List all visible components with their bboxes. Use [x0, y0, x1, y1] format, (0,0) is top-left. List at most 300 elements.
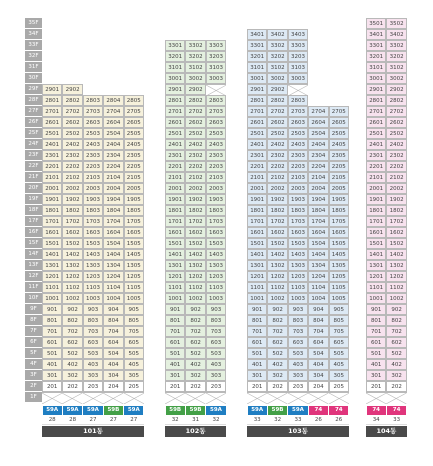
- unit-cell[interactable]: 3502: [386, 18, 406, 29]
- unit-cell[interactable]: 2302: [267, 150, 287, 161]
- unit-cell[interactable]: 2303: [83, 150, 103, 161]
- unit-cell[interactable]: 805: [124, 315, 144, 326]
- unit-cell[interactable]: 202: [185, 381, 205, 392]
- unit-cell[interactable]: 2605: [329, 117, 349, 128]
- unit-cell[interactable]: 1601: [42, 227, 62, 238]
- unit-cell[interactable]: 401: [247, 359, 267, 370]
- unit-cell[interactable]: 1503: [206, 238, 226, 249]
- unit-cell[interactable]: 1901: [366, 194, 386, 205]
- unit-cell[interactable]: 803: [83, 315, 103, 326]
- unit-cell[interactable]: 2505: [124, 128, 144, 139]
- unit-cell[interactable]: 1702: [267, 216, 287, 227]
- unit-cell[interactable]: 1802: [267, 205, 287, 216]
- unit-cell[interactable]: 2105: [329, 172, 349, 183]
- unit-cell[interactable]: 3401: [366, 29, 386, 40]
- unit-cell[interactable]: 1003: [206, 293, 226, 304]
- unit-cell[interactable]: 501: [42, 348, 62, 359]
- unit-cell[interactable]: 1502: [267, 238, 287, 249]
- unit-cell[interactable]: 601: [42, 337, 62, 348]
- unit-cell[interactable]: 2404: [103, 139, 123, 150]
- unit-cell[interactable]: 3302: [386, 40, 406, 51]
- unit-cell[interactable]: 703: [83, 326, 103, 337]
- unit-cell[interactable]: 1602: [267, 227, 287, 238]
- unit-cell[interactable]: 2601: [366, 117, 386, 128]
- unit-cell[interactable]: 1602: [386, 227, 406, 238]
- unit-cell[interactable]: 602: [62, 337, 82, 348]
- unit-cell[interactable]: 701: [366, 326, 386, 337]
- unit-cell[interactable]: 1002: [386, 293, 406, 304]
- unit-cell[interactable]: 805: [329, 315, 349, 326]
- unit-cell[interactable]: 1002: [185, 293, 205, 304]
- unit-cell[interactable]: 1704: [308, 216, 328, 227]
- unit-cell[interactable]: 2204: [103, 161, 123, 172]
- unit-cell[interactable]: 2801: [165, 95, 185, 106]
- unit-cell[interactable]: 503: [83, 348, 103, 359]
- unit-cell[interactable]: 902: [267, 304, 287, 315]
- unit-cell[interactable]: 1303: [288, 260, 308, 271]
- unit-cell[interactable]: 1702: [62, 216, 82, 227]
- unit-cell[interactable]: 3002: [185, 73, 205, 84]
- unit-cell[interactable]: 3202: [267, 51, 287, 62]
- unit-cell[interactable]: 3103: [206, 62, 226, 73]
- unit-cell[interactable]: 701: [165, 326, 185, 337]
- unit-cell[interactable]: 801: [42, 315, 62, 326]
- unit-cell[interactable]: 1805: [124, 205, 144, 216]
- unit-cell[interactable]: 802: [185, 315, 205, 326]
- unit-cell[interactable]: 1303: [206, 260, 226, 271]
- unit-cell[interactable]: 2602: [386, 117, 406, 128]
- unit-cell[interactable]: 1804: [308, 205, 328, 216]
- unit-cell[interactable]: 1301: [165, 260, 185, 271]
- unit-cell[interactable]: 2503: [206, 128, 226, 139]
- unit-cell[interactable]: 2703: [288, 106, 308, 117]
- unit-cell[interactable]: 1101: [42, 282, 62, 293]
- unit-cell[interactable]: 704: [103, 326, 123, 337]
- unit-cell[interactable]: 2701: [366, 106, 386, 117]
- unit-cell[interactable]: 1403: [206, 249, 226, 260]
- unit-cell[interactable]: 903: [288, 304, 308, 315]
- unit-cell[interactable]: 402: [267, 359, 287, 370]
- unit-cell[interactable]: 1102: [185, 282, 205, 293]
- unit-cell[interactable]: 702: [267, 326, 287, 337]
- unit-cell[interactable]: 1002: [267, 293, 287, 304]
- unit-cell[interactable]: 1202: [386, 271, 406, 282]
- unit-cell[interactable]: 2501: [247, 128, 267, 139]
- unit-cell[interactable]: 2201: [42, 161, 62, 172]
- unit-cell[interactable]: 1405: [329, 249, 349, 260]
- unit-cell[interactable]: 403: [83, 359, 103, 370]
- unit-cell[interactable]: 1905: [124, 194, 144, 205]
- unit-cell[interactable]: 1504: [308, 238, 328, 249]
- unit-cell[interactable]: 2001: [366, 183, 386, 194]
- unit-cell[interactable]: 1201: [247, 271, 267, 282]
- unit-cell[interactable]: 802: [267, 315, 287, 326]
- unit-cell[interactable]: 1002: [62, 293, 82, 304]
- unit-cell[interactable]: 604: [103, 337, 123, 348]
- unit-cell[interactable]: 1901: [165, 194, 185, 205]
- unit-cell[interactable]: 2302: [386, 150, 406, 161]
- unit-cell[interactable]: 205: [329, 381, 349, 392]
- unit-cell[interactable]: 2501: [165, 128, 185, 139]
- unit-cell[interactable]: 3401: [247, 29, 267, 40]
- unit-cell[interactable]: 1505: [329, 238, 349, 249]
- unit-cell[interactable]: 1201: [165, 271, 185, 282]
- unit-cell[interactable]: 2803: [83, 95, 103, 106]
- unit-cell[interactable]: 3301: [165, 40, 185, 51]
- unit-cell[interactable]: 903: [206, 304, 226, 315]
- unit-cell[interactable]: 2502: [386, 128, 406, 139]
- unit-cell[interactable]: 2705: [124, 106, 144, 117]
- unit-cell[interactable]: 1701: [165, 216, 185, 227]
- unit-cell[interactable]: 905: [124, 304, 144, 315]
- unit-cell[interactable]: 1402: [185, 249, 205, 260]
- unit-cell[interactable]: 1603: [83, 227, 103, 238]
- unit-cell[interactable]: 2102: [185, 172, 205, 183]
- unit-cell[interactable]: 2404: [308, 139, 328, 150]
- unit-cell[interactable]: 703: [206, 326, 226, 337]
- unit-cell[interactable]: 1303: [83, 260, 103, 271]
- unit-cell[interactable]: 1302: [267, 260, 287, 271]
- unit-cell[interactable]: 3102: [185, 62, 205, 73]
- unit-cell[interactable]: 2203: [206, 161, 226, 172]
- unit-cell[interactable]: 701: [42, 326, 62, 337]
- unit-cell[interactable]: 2902: [62, 84, 82, 95]
- unit-cell[interactable]: 1801: [366, 205, 386, 216]
- unit-cell[interactable]: 2402: [62, 139, 82, 150]
- unit-cell[interactable]: 1005: [329, 293, 349, 304]
- unit-cell[interactable]: 505: [329, 348, 349, 359]
- unit-cell[interactable]: 1103: [206, 282, 226, 293]
- unit-cell[interactable]: 2503: [83, 128, 103, 139]
- unit-cell[interactable]: 2502: [185, 128, 205, 139]
- unit-cell[interactable]: 2802: [267, 95, 287, 106]
- unit-cell[interactable]: 3203: [288, 51, 308, 62]
- unit-cell[interactable]: 1402: [267, 249, 287, 260]
- unit-cell[interactable]: 1205: [124, 271, 144, 282]
- unit-cell[interactable]: 1301: [42, 260, 62, 271]
- unit-cell[interactable]: 2103: [83, 172, 103, 183]
- unit-cell[interactable]: 902: [62, 304, 82, 315]
- unit-cell[interactable]: 1901: [247, 194, 267, 205]
- unit-cell[interactable]: 1302: [386, 260, 406, 271]
- unit-cell[interactable]: 1103: [288, 282, 308, 293]
- unit-cell[interactable]: 1501: [165, 238, 185, 249]
- unit-cell[interactable]: 403: [206, 359, 226, 370]
- unit-cell[interactable]: 301: [42, 370, 62, 381]
- unit-cell[interactable]: 1203: [206, 271, 226, 282]
- unit-cell[interactable]: 3001: [366, 73, 386, 84]
- unit-cell[interactable]: 3402: [386, 29, 406, 40]
- unit-cell[interactable]: 1401: [165, 249, 185, 260]
- unit-cell[interactable]: 1204: [308, 271, 328, 282]
- unit-cell[interactable]: 3303: [288, 40, 308, 51]
- unit-cell[interactable]: 2005: [124, 183, 144, 194]
- unit-cell[interactable]: 2501: [42, 128, 62, 139]
- unit-cell[interactable]: 504: [308, 348, 328, 359]
- unit-cell[interactable]: 2102: [386, 172, 406, 183]
- unit-cell[interactable]: 2205: [329, 161, 349, 172]
- unit-cell[interactable]: 3003: [206, 73, 226, 84]
- unit-cell[interactable]: 1401: [366, 249, 386, 260]
- unit-cell[interactable]: 2202: [185, 161, 205, 172]
- unit-cell[interactable]: 2402: [386, 139, 406, 150]
- unit-cell[interactable]: 1604: [308, 227, 328, 238]
- unit-cell[interactable]: 2801: [366, 95, 386, 106]
- unit-cell[interactable]: 1605: [329, 227, 349, 238]
- unit-cell[interactable]: 2201: [247, 161, 267, 172]
- unit-cell[interactable]: 1003: [288, 293, 308, 304]
- unit-cell[interactable]: 504: [103, 348, 123, 359]
- unit-cell[interactable]: 201: [165, 381, 185, 392]
- unit-cell[interactable]: 402: [185, 359, 205, 370]
- unit-cell[interactable]: 702: [386, 326, 406, 337]
- unit-cell[interactable]: 2301: [247, 150, 267, 161]
- unit-cell[interactable]: 2101: [366, 172, 386, 183]
- unit-cell[interactable]: 2101: [247, 172, 267, 183]
- unit-cell[interactable]: 1205: [329, 271, 349, 282]
- unit-cell[interactable]: 1005: [124, 293, 144, 304]
- unit-cell[interactable]: 2002: [185, 183, 205, 194]
- unit-cell[interactable]: 2602: [62, 117, 82, 128]
- unit-cell[interactable]: 303: [206, 370, 226, 381]
- unit-cell[interactable]: 1905: [329, 194, 349, 205]
- unit-cell[interactable]: 2302: [185, 150, 205, 161]
- unit-cell[interactable]: 1504: [103, 238, 123, 249]
- unit-cell[interactable]: 2102: [62, 172, 82, 183]
- unit-cell[interactable]: 1105: [329, 282, 349, 293]
- unit-cell[interactable]: 703: [288, 326, 308, 337]
- unit-cell[interactable]: 3301: [366, 40, 386, 51]
- unit-cell[interactable]: 305: [329, 370, 349, 381]
- unit-cell[interactable]: 2505: [329, 128, 349, 139]
- unit-cell[interactable]: 2603: [206, 117, 226, 128]
- unit-cell[interactable]: 1101: [247, 282, 267, 293]
- unit-cell[interactable]: 2401: [165, 139, 185, 150]
- unit-cell[interactable]: 3302: [185, 40, 205, 51]
- unit-cell[interactable]: 1801: [165, 205, 185, 216]
- unit-cell[interactable]: 1201: [42, 271, 62, 282]
- unit-cell[interactable]: 302: [185, 370, 205, 381]
- unit-cell[interactable]: 2303: [288, 150, 308, 161]
- unit-cell[interactable]: 1701: [247, 216, 267, 227]
- unit-cell[interactable]: 1803: [83, 205, 103, 216]
- unit-cell[interactable]: 2202: [386, 161, 406, 172]
- unit-cell[interactable]: 3301: [247, 40, 267, 51]
- unit-cell[interactable]: 3202: [386, 51, 406, 62]
- unit-cell[interactable]: 1704: [103, 216, 123, 227]
- unit-cell[interactable]: 2401: [366, 139, 386, 150]
- unit-cell[interactable]: 1102: [267, 282, 287, 293]
- unit-cell[interactable]: 502: [62, 348, 82, 359]
- unit-cell[interactable]: 501: [165, 348, 185, 359]
- unit-cell[interactable]: 2403: [206, 139, 226, 150]
- unit-cell[interactable]: 704: [308, 326, 328, 337]
- unit-cell[interactable]: 2601: [42, 117, 62, 128]
- unit-cell[interactable]: 1601: [247, 227, 267, 238]
- unit-cell[interactable]: 2702: [62, 106, 82, 117]
- unit-cell[interactable]: 1903: [206, 194, 226, 205]
- unit-cell[interactable]: 1703: [288, 216, 308, 227]
- unit-cell[interactable]: 1402: [62, 249, 82, 260]
- unit-cell[interactable]: 402: [62, 359, 82, 370]
- unit-cell[interactable]: 1102: [62, 282, 82, 293]
- unit-cell[interactable]: 2005: [329, 183, 349, 194]
- unit-cell[interactable]: 2705: [329, 106, 349, 117]
- unit-cell[interactable]: 1503: [288, 238, 308, 249]
- unit-cell[interactable]: 2202: [267, 161, 287, 172]
- unit-cell[interactable]: 1801: [247, 205, 267, 216]
- unit-cell[interactable]: 2504: [103, 128, 123, 139]
- unit-cell[interactable]: 902: [185, 304, 205, 315]
- unit-cell[interactable]: 1001: [165, 293, 185, 304]
- unit-cell[interactable]: 2701: [247, 106, 267, 117]
- unit-cell[interactable]: 1203: [83, 271, 103, 282]
- unit-cell[interactable]: 203: [288, 381, 308, 392]
- unit-cell[interactable]: 2804: [103, 95, 123, 106]
- unit-cell[interactable]: 2901: [42, 84, 62, 95]
- unit-cell[interactable]: 1605: [124, 227, 144, 238]
- unit-cell[interactable]: 301: [165, 370, 185, 381]
- unit-cell[interactable]: 2403: [288, 139, 308, 150]
- unit-cell[interactable]: 2102: [267, 172, 287, 183]
- unit-cell[interactable]: 502: [185, 348, 205, 359]
- unit-cell[interactable]: 802: [386, 315, 406, 326]
- unit-cell[interactable]: 503: [206, 348, 226, 359]
- unit-cell[interactable]: 3101: [247, 62, 267, 73]
- unit-cell[interactable]: 201: [42, 381, 62, 392]
- unit-cell[interactable]: 401: [165, 359, 185, 370]
- unit-cell[interactable]: 2702: [267, 106, 287, 117]
- unit-cell[interactable]: 202: [386, 381, 406, 392]
- unit-cell[interactable]: 902: [386, 304, 406, 315]
- unit-cell[interactable]: 205: [124, 381, 144, 392]
- unit-cell[interactable]: 305: [124, 370, 144, 381]
- unit-cell[interactable]: 1904: [103, 194, 123, 205]
- unit-cell[interactable]: 601: [247, 337, 267, 348]
- unit-cell[interactable]: 2403: [83, 139, 103, 150]
- unit-cell[interactable]: 2603: [83, 117, 103, 128]
- unit-cell[interactable]: 2204: [308, 161, 328, 172]
- unit-cell[interactable]: 2901: [366, 84, 386, 95]
- unit-cell[interactable]: 2902: [386, 84, 406, 95]
- unit-cell[interactable]: 3101: [165, 62, 185, 73]
- unit-cell[interactable]: 1304: [103, 260, 123, 271]
- unit-cell[interactable]: 302: [386, 370, 406, 381]
- unit-cell[interactable]: 202: [62, 381, 82, 392]
- unit-cell[interactable]: 1201: [366, 271, 386, 282]
- unit-cell[interactable]: 2901: [247, 84, 267, 95]
- unit-cell[interactable]: 1001: [42, 293, 62, 304]
- unit-cell[interactable]: 1702: [386, 216, 406, 227]
- unit-cell[interactable]: 3302: [267, 40, 287, 51]
- unit-cell[interactable]: 1001: [366, 293, 386, 304]
- unit-cell[interactable]: 401: [366, 359, 386, 370]
- unit-cell[interactable]: 605: [124, 337, 144, 348]
- unit-cell[interactable]: 1502: [386, 238, 406, 249]
- unit-cell[interactable]: 1803: [206, 205, 226, 216]
- unit-cell[interactable]: 602: [267, 337, 287, 348]
- unit-cell[interactable]: 1502: [185, 238, 205, 249]
- unit-cell[interactable]: 1202: [62, 271, 82, 282]
- unit-cell[interactable]: 3201: [247, 51, 267, 62]
- unit-cell[interactable]: 2702: [386, 106, 406, 117]
- unit-cell[interactable]: 404: [308, 359, 328, 370]
- unit-cell[interactable]: 2501: [366, 128, 386, 139]
- unit-cell[interactable]: 1705: [124, 216, 144, 227]
- unit-cell[interactable]: 3501: [366, 18, 386, 29]
- unit-cell[interactable]: 3102: [267, 62, 287, 73]
- unit-cell[interactable]: 3002: [267, 73, 287, 84]
- unit-cell[interactable]: 1304: [308, 260, 328, 271]
- unit-cell[interactable]: 3303: [206, 40, 226, 51]
- unit-cell[interactable]: 1601: [165, 227, 185, 238]
- unit-cell[interactable]: 501: [366, 348, 386, 359]
- unit-cell[interactable]: 2901: [165, 84, 185, 95]
- unit-cell[interactable]: 1401: [247, 249, 267, 260]
- unit-cell[interactable]: 1701: [366, 216, 386, 227]
- unit-cell[interactable]: 2104: [308, 172, 328, 183]
- unit-cell[interactable]: 1602: [185, 227, 205, 238]
- unit-cell[interactable]: 1602: [62, 227, 82, 238]
- unit-cell[interactable]: 1501: [42, 238, 62, 249]
- unit-cell[interactable]: 1202: [185, 271, 205, 282]
- unit-cell[interactable]: 1501: [366, 238, 386, 249]
- unit-cell[interactable]: 502: [386, 348, 406, 359]
- unit-cell[interactable]: 501: [247, 348, 267, 359]
- unit-cell[interactable]: 2301: [366, 150, 386, 161]
- unit-cell[interactable]: 1902: [185, 194, 205, 205]
- unit-cell[interactable]: 1802: [185, 205, 205, 216]
- unit-cell[interactable]: 2301: [165, 150, 185, 161]
- unit-cell[interactable]: 2703: [83, 106, 103, 117]
- unit-cell[interactable]: 901: [42, 304, 62, 315]
- unit-cell[interactable]: 2702: [185, 106, 205, 117]
- unit-cell[interactable]: 2203: [83, 161, 103, 172]
- unit-cell[interactable]: 1603: [206, 227, 226, 238]
- unit-cell[interactable]: 705: [329, 326, 349, 337]
- unit-cell[interactable]: 2201: [165, 161, 185, 172]
- unit-cell[interactable]: 2802: [62, 95, 82, 106]
- unit-cell[interactable]: 3202: [185, 51, 205, 62]
- unit-cell[interactable]: 204: [103, 381, 123, 392]
- unit-cell[interactable]: 905: [329, 304, 349, 315]
- unit-cell[interactable]: 2802: [185, 95, 205, 106]
- unit-cell[interactable]: 2402: [185, 139, 205, 150]
- unit-cell[interactable]: 1802: [386, 205, 406, 216]
- unit-cell[interactable]: 1003: [83, 293, 103, 304]
- unit-cell[interactable]: 1101: [165, 282, 185, 293]
- unit-cell[interactable]: 201: [247, 381, 267, 392]
- unit-cell[interactable]: 1405: [124, 249, 144, 260]
- unit-cell[interactable]: 801: [165, 315, 185, 326]
- unit-cell[interactable]: 2805: [124, 95, 144, 106]
- unit-cell[interactable]: 2605: [124, 117, 144, 128]
- unit-cell[interactable]: 701: [247, 326, 267, 337]
- unit-cell[interactable]: 2101: [42, 172, 62, 183]
- unit-cell[interactable]: 3402: [267, 29, 287, 40]
- unit-cell[interactable]: 801: [247, 315, 267, 326]
- unit-cell[interactable]: 901: [165, 304, 185, 315]
- unit-cell[interactable]: 602: [185, 337, 205, 348]
- unit-cell[interactable]: 2101: [165, 172, 185, 183]
- unit-cell[interactable]: 1202: [267, 271, 287, 282]
- unit-cell[interactable]: 2304: [103, 150, 123, 161]
- unit-cell[interactable]: 2003: [288, 183, 308, 194]
- unit-cell[interactable]: 2402: [267, 139, 287, 150]
- unit-cell[interactable]: 1403: [288, 249, 308, 260]
- unit-cell[interactable]: 3201: [165, 51, 185, 62]
- unit-cell[interactable]: 3001: [247, 73, 267, 84]
